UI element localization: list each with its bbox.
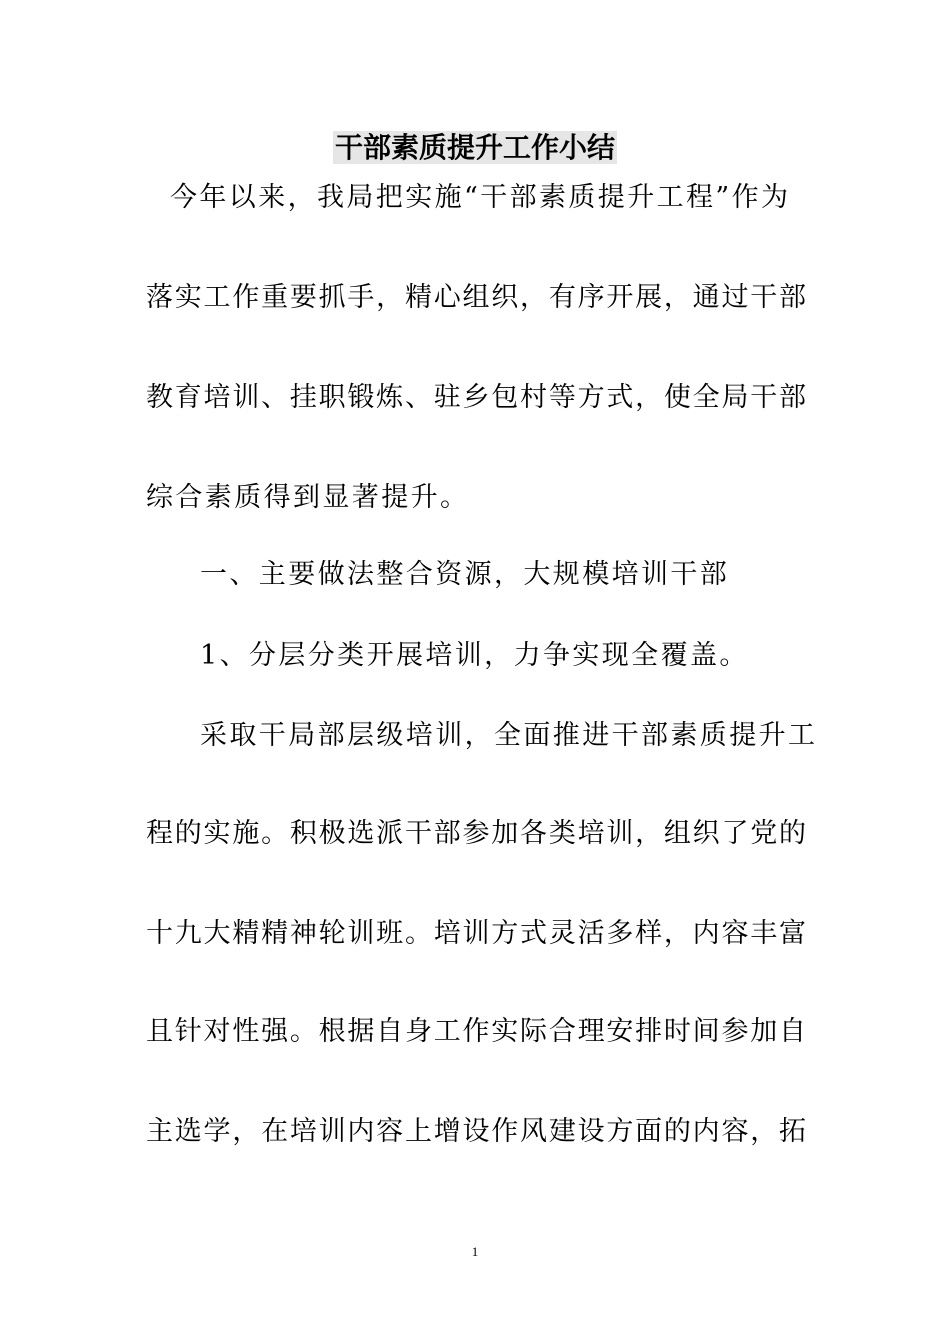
- paragraph-line: 落实工作重要抓手，精心组织，有序开展，通过干部: [146, 282, 806, 313]
- section-heading: 一、主要做法整合资源，大规模培训干部: [200, 559, 730, 590]
- paragraph-line: 今年以来，我局把实施“干部素质提升工程”作为: [170, 182, 791, 213]
- paragraph-line: 主选学，在培训内容上增设作风建设方面的内容，拓: [146, 1116, 806, 1147]
- paragraph-line: 十九大精精神轮训班。培训方式灵活多样，内容丰富: [146, 918, 806, 949]
- document-title-text: 干部素质提升工作小结: [334, 131, 615, 164]
- page-number: 1: [471, 1244, 479, 1259]
- paragraph-line: 综合素质得到显著提升。: [146, 482, 470, 513]
- subsection-heading: 1、分层分类开展培训，力争实现全覆盖。: [200, 640, 749, 671]
- paragraph-line: 程的实施。积极选派干部参加各类培训，组织了党的: [146, 818, 806, 849]
- paragraph-line: 教育培训、挂职锻炼、驻乡包村等方式，使全局干部: [146, 382, 806, 413]
- paragraph-line: 且针对性强。根据自身工作实际合理安排时间参加自: [146, 1016, 806, 1047]
- paragraph-line: 采取干局部层级培训，全面推进干部素质提升工: [200, 720, 818, 751]
- document-title: [0, 128, 950, 168]
